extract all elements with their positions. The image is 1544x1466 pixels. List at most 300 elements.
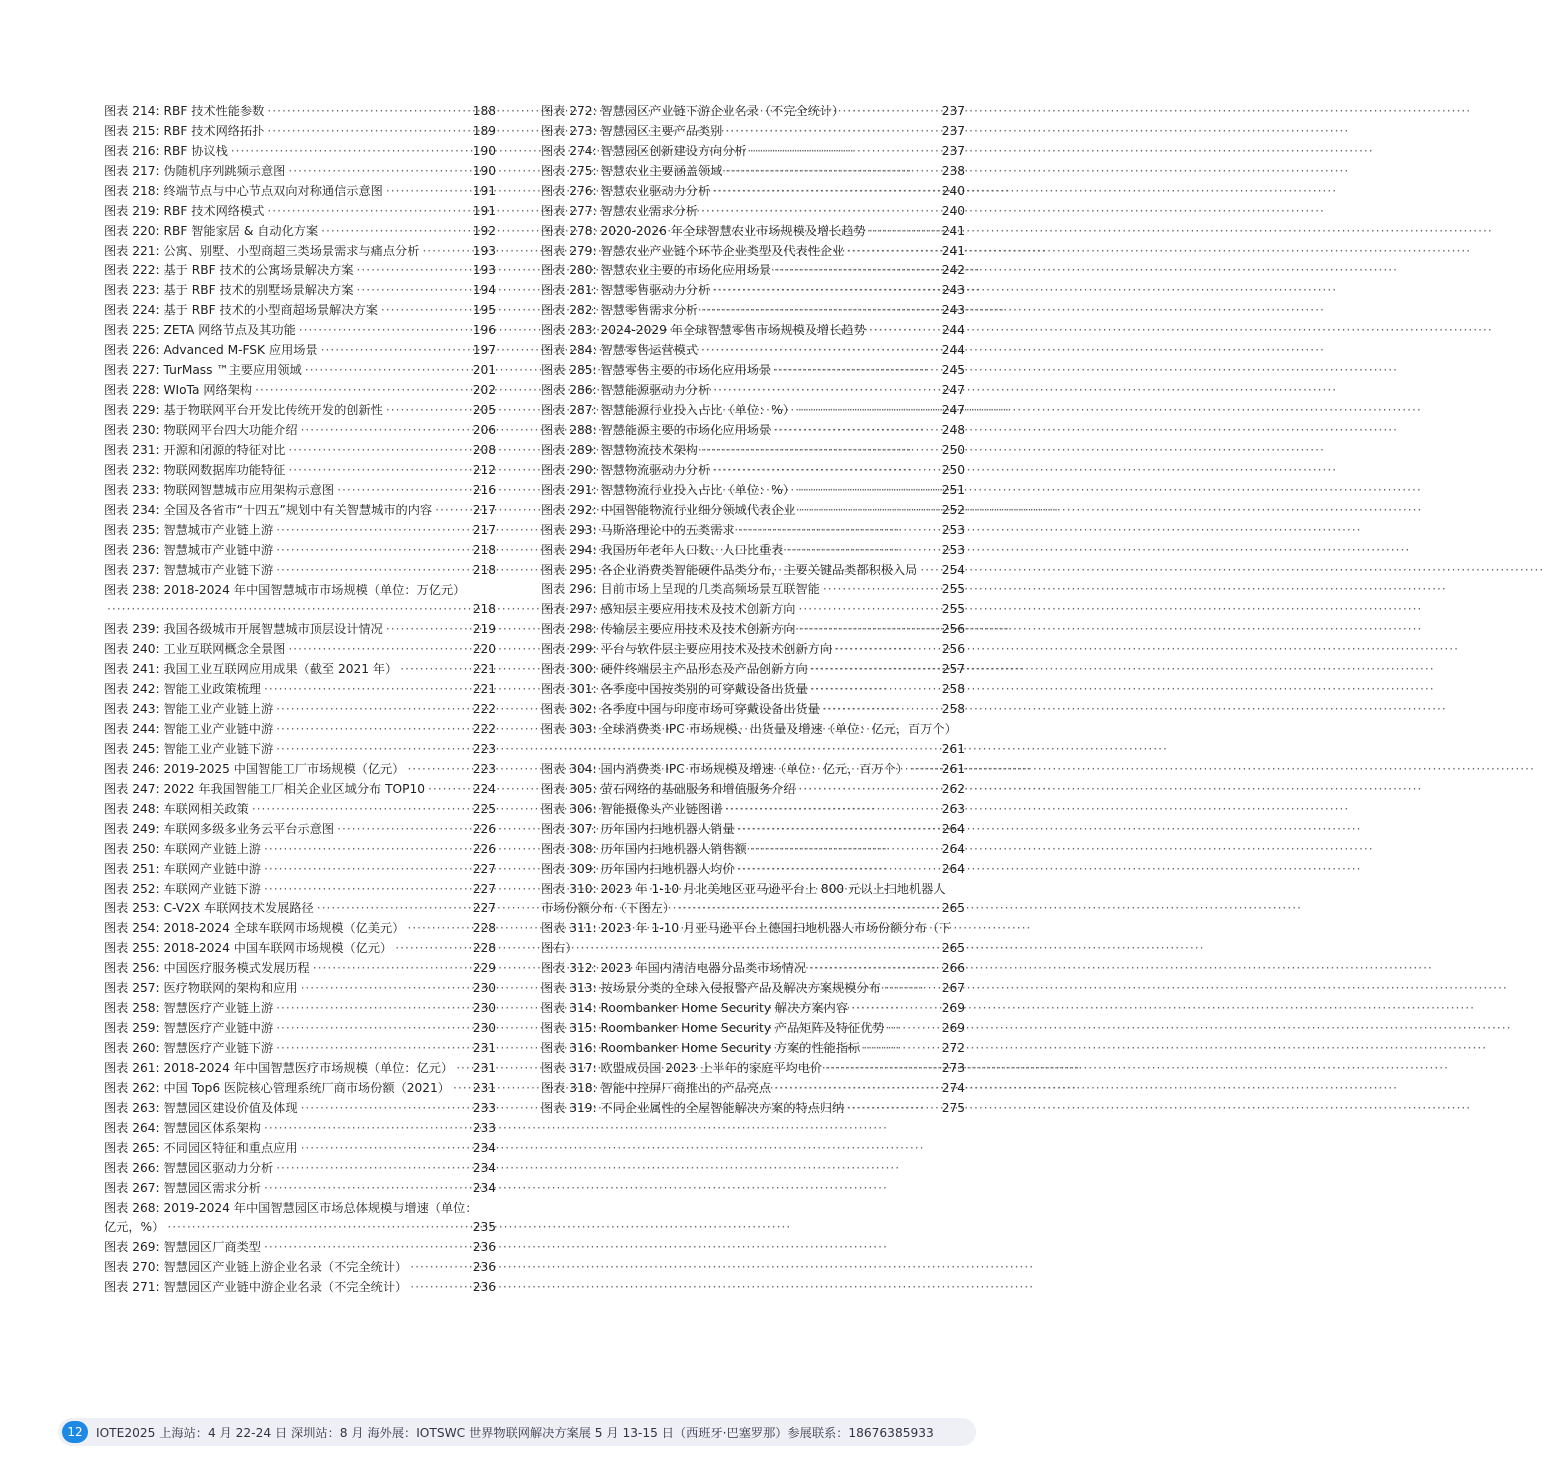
- page-number: 222: [472, 722, 496, 737]
- page-number: 255: [941, 582, 965, 597]
- footer-bar: [58, 1418, 976, 1446]
- leader-dots: [410, 1258, 469, 1278]
- toc-entry[interactable]: [541, 321, 965, 341]
- toc-entry[interactable]: [104, 640, 496, 660]
- toc-entry[interactable]: [104, 1139, 496, 1159]
- toc-entry[interactable]: [104, 381, 496, 401]
- toc-entry[interactable]: [104, 361, 496, 381]
- leader-dots: [809, 959, 939, 979]
- figure-title: 按场景分类的全球入侵报警产品及解决方案规模分布: [600, 981, 881, 996]
- figure-number: 图表 296:: [541, 582, 597, 597]
- figure-title: 终端节点与中心节点双向对称通信示意图: [163, 183, 383, 198]
- toc-entry[interactable]: [104, 680, 496, 700]
- toc-entry[interactable]: [541, 102, 965, 122]
- figure-title: 2019-2024 年中国智慧园区市场总体规模与增速（单位：: [163, 1200, 478, 1215]
- page-number: 189: [472, 123, 496, 138]
- toc-entry[interactable]: [104, 1179, 496, 1199]
- figure-title: 智能工业产业链中游: [163, 722, 274, 737]
- leader-dots: [713, 461, 939, 481]
- figure-title: 物联网数据库功能特征: [163, 462, 286, 477]
- leader-dots: [847, 1099, 938, 1119]
- figure-title: 医疗物联网的架构和应用: [163, 981, 298, 996]
- figure-number: 图表 230:: [104, 422, 160, 437]
- toc-left-column: [104, 102, 496, 1298]
- figure-number: 图表 306:: [541, 801, 597, 816]
- toc-entry[interactable]: [104, 142, 496, 162]
- toc-entry[interactable]: [104, 102, 496, 122]
- figure-title: 智慧物流行业投入占比（单位：%）: [600, 482, 795, 497]
- figure-number: 图表 267:: [104, 1180, 160, 1195]
- figure-number: 图表 236:: [104, 542, 160, 557]
- figure-title: 萤石网络的基础服务和增值服务介绍: [600, 781, 796, 796]
- leader-dots: [337, 820, 470, 840]
- toc-entry[interactable]: [541, 820, 965, 840]
- page-number: 218: [472, 602, 496, 617]
- toc-entry[interactable]: [541, 840, 965, 860]
- figure-number: 图表 254:: [104, 921, 160, 936]
- figure-number: 图表 291:: [541, 482, 597, 497]
- toc-entry[interactable]: [104, 919, 496, 939]
- page-number: 217: [472, 502, 496, 517]
- page-number: 197: [472, 343, 496, 358]
- figure-title: 智慧物流驱动力分析: [600, 462, 711, 477]
- leader-dots: [725, 122, 938, 142]
- page-number: 241: [941, 243, 965, 258]
- page-number: 218: [472, 542, 496, 557]
- figure-title: 智慧能源行业投入占比（单位：%）: [600, 403, 795, 418]
- leader-dots: [276, 1159, 470, 1179]
- figure-number: 图表 316:: [541, 1041, 597, 1056]
- toc-entry[interactable]: [104, 1159, 496, 1179]
- toc-entry[interactable]: [541, 860, 965, 880]
- toc-entry[interactable]: [541, 162, 965, 182]
- figure-title: RBF 技术网络模式: [163, 203, 265, 218]
- toc-entry[interactable]: [104, 321, 496, 341]
- page-number: 240: [941, 203, 965, 218]
- toc-entry[interactable]: [541, 640, 965, 660]
- figure-title: 车联网产业链上游: [163, 841, 261, 856]
- figure-number: 图表 315:: [541, 1021, 597, 1036]
- toc-entry[interactable]: [541, 999, 965, 1019]
- figure-title: 2023 年 1-10 月亚马逊平台上德国扫地机器人市场份额分布（下: [600, 921, 952, 936]
- figure-number: 图表 297:: [541, 602, 597, 617]
- page-number: 221: [472, 682, 496, 697]
- figure-title: 智慧农业需求分析: [600, 203, 698, 218]
- leader-dots: [811, 680, 939, 700]
- leader-dots: [456, 1059, 470, 1079]
- figure-title: 2018-2024 年中国智慧城市市场规模（单位：万亿元）: [163, 582, 466, 597]
- toc-entry[interactable]: [104, 939, 496, 959]
- toc-entry[interactable]: [541, 620, 965, 640]
- toc-entry[interactable]: [104, 700, 496, 720]
- leader-dots: [264, 680, 470, 700]
- toc-entry[interactable]: [104, 1039, 496, 1059]
- toc-entry[interactable]: [541, 1059, 965, 1079]
- figure-number: 图表 282:: [541, 303, 597, 318]
- toc-entry[interactable]: [104, 441, 496, 461]
- toc-entry[interactable]: [104, 281, 496, 301]
- toc-entry[interactable]: [104, 301, 496, 321]
- leader-dots: [911, 760, 939, 780]
- toc-entry[interactable]: [541, 1019, 965, 1039]
- figure-number: 图表 216:: [104, 143, 160, 158]
- page-number: 220: [472, 642, 496, 657]
- toc-entry[interactable]: [104, 660, 496, 680]
- toc-entry[interactable]: [541, 441, 965, 461]
- figure-title: WIoTa 网络架构: [163, 383, 253, 398]
- figure-title: 全球消费类 IPC 市场规模、出货量及增速（单位：亿元，百万个）: [600, 722, 957, 737]
- page-number: 264: [941, 821, 965, 836]
- page-number: 226: [472, 841, 496, 856]
- figure-number: 图表 293:: [541, 522, 597, 537]
- figure-number: 图表 255:: [104, 941, 160, 956]
- toc-entry[interactable]: [104, 760, 496, 780]
- leader-dots: [435, 501, 470, 521]
- leader-dots: [321, 222, 470, 242]
- toc-entry[interactable]: [104, 999, 496, 1019]
- toc-entry[interactable]: [104, 521, 496, 541]
- leader-dots: [453, 1079, 470, 1099]
- toc-entry[interactable]: [104, 122, 496, 142]
- figure-number: 图表 294:: [541, 542, 597, 557]
- figure-title: Roombanker Home Security 产品矩阵及特征优势: [600, 1021, 885, 1036]
- toc-entry[interactable]: [104, 979, 496, 999]
- page-number: 208: [472, 442, 496, 457]
- toc-entry[interactable]: [104, 860, 496, 880]
- figure-title: 马斯洛理论中的五类需求: [600, 522, 735, 537]
- leader-dots: [288, 461, 469, 481]
- toc-entry[interactable]: [104, 222, 496, 242]
- figure-title: 中国智能物流行业细分领域代表企业: [600, 502, 796, 517]
- leader-dots: [798, 481, 939, 501]
- leader-dots: [823, 700, 939, 720]
- figure-title: 智慧园区需求分析: [163, 1180, 261, 1195]
- page-number: 258: [941, 682, 965, 697]
- figure-number: 图表 318:: [541, 1080, 597, 1095]
- page-number: 264: [941, 861, 965, 876]
- page-number: 242: [941, 263, 965, 278]
- page-number: 192: [472, 223, 496, 238]
- figure-number: 图表 276:: [541, 183, 597, 198]
- figure-number: 图表 290:: [541, 462, 597, 477]
- figure-title: 智慧园区产业链下游企业名录（不完全统计）: [600, 103, 845, 118]
- figure-title: 智能工业产业链上游: [163, 702, 274, 717]
- toc-entry[interactable]: [104, 481, 496, 501]
- leader-dots: [701, 301, 939, 321]
- toc-entry[interactable]: [541, 421, 965, 441]
- figure-number: 图表 220:: [104, 223, 160, 238]
- toc-entry[interactable]: [541, 760, 965, 780]
- figure-title: 基于物联网平台开发比传统开发的创新性: [163, 403, 383, 418]
- toc-entry[interactable]: [541, 401, 965, 421]
- toc-entry[interactable]: [104, 1079, 496, 1099]
- figure-title: 开源和闭源的特征对比: [163, 442, 286, 457]
- leader-dots: [863, 1039, 938, 1059]
- figure-title: 智能工业产业链下游: [163, 741, 274, 756]
- figure-number: 图表 298:: [541, 622, 597, 637]
- toc-entry[interactable]: [541, 301, 965, 321]
- toc-entry[interactable]: [541, 1039, 965, 1059]
- figure-number: 图表 252:: [104, 881, 160, 896]
- toc-entry[interactable]: [104, 541, 496, 561]
- toc-entry[interactable]: [541, 880, 965, 920]
- page-number: 255: [941, 602, 965, 617]
- leader-dots: [738, 820, 939, 840]
- leader-dots: [288, 640, 469, 660]
- leader-dots: [301, 1099, 470, 1119]
- toc-entry[interactable]: [104, 720, 496, 740]
- leader-dots: [799, 600, 939, 620]
- figure-number: 图表 266:: [104, 1160, 160, 1175]
- leader-dots: [888, 1019, 939, 1039]
- toc-entry[interactable]: [104, 740, 496, 760]
- toc-entry[interactable]: [104, 202, 496, 222]
- toc-entry[interactable]: [104, 461, 496, 481]
- figure-number: 图表 226:: [104, 343, 160, 358]
- figure-title: 智慧园区创新建设方向分析: [600, 143, 747, 158]
- toc-entry[interactable]: [541, 481, 965, 501]
- figure-title: 智慧园区产业链上游企业名录（不完全统计）: [163, 1260, 408, 1275]
- leader-dots: [581, 939, 939, 959]
- figure-number: 图表 287:: [541, 403, 597, 418]
- figure-title: 基于 RBF 技术的小型商超场景解决方案: [163, 303, 378, 318]
- toc-entry[interactable]: [541, 600, 965, 620]
- toc-entry[interactable]: [541, 521, 965, 541]
- figure-title: 车联网多级多业务云平台示意图: [163, 821, 335, 836]
- figure-number: 图表 258:: [104, 1001, 160, 1016]
- figure-title-continued: 市场份额分布（下图左）: [541, 901, 676, 916]
- page-number: 245: [941, 363, 965, 378]
- page-number: 274: [941, 1080, 965, 1095]
- leader-dots: [357, 281, 470, 301]
- leader-dots: [167, 1218, 469, 1238]
- toc-entry[interactable]: [541, 122, 965, 142]
- toc-entry[interactable]: [104, 501, 496, 521]
- toc-entry[interactable]: [104, 1019, 496, 1039]
- figure-title: 各季度中国与印度市场可穿戴设备出货量: [600, 702, 820, 717]
- leader-dots: [701, 202, 939, 222]
- page-number: 236: [472, 1240, 496, 1255]
- page-number: 228: [472, 941, 496, 956]
- leader-dots: [428, 780, 470, 800]
- page-number: 194: [472, 283, 496, 298]
- figure-title: 2022 年我国智能工厂相关企业区域分布 TOP10: [163, 781, 425, 796]
- figure-number: 图表 219:: [104, 203, 160, 218]
- toc-entry[interactable]: [541, 979, 965, 999]
- toc-entry[interactable]: [541, 501, 965, 521]
- figure-number: 图表 292:: [541, 502, 597, 517]
- figure-title: 智慧能源主要的市场化应用场景: [600, 422, 772, 437]
- figure-number: 图表 289:: [541, 442, 597, 457]
- leader-dots: [276, 1039, 470, 1059]
- toc-entry[interactable]: [541, 919, 965, 959]
- toc-entry[interactable]: [541, 720, 965, 760]
- figure-title: 物联网平台四大功能介绍: [163, 422, 298, 437]
- figure-number: 图表 281:: [541, 283, 597, 298]
- toc-entry[interactable]: [104, 421, 496, 441]
- figure-number: 图表 234:: [104, 502, 160, 517]
- page-number: 256: [941, 642, 965, 657]
- toc-entry[interactable]: [541, 142, 965, 162]
- figure-number: 图表 283:: [541, 323, 597, 338]
- page-number: 248: [941, 422, 965, 437]
- toc-entry[interactable]: [104, 162, 496, 182]
- figure-title: 智慧零售运营模式: [600, 343, 698, 358]
- toc-entry[interactable]: [541, 381, 965, 401]
- figure-number: 图表 277:: [541, 203, 597, 218]
- toc-entry[interactable]: [541, 800, 965, 820]
- toc-entry[interactable]: [104, 900, 496, 920]
- leader-dots: [920, 561, 938, 581]
- page-number: 193: [472, 243, 496, 258]
- toc-entry[interactable]: [541, 182, 965, 202]
- leader-dots: [701, 341, 939, 361]
- toc-entry[interactable]: [104, 620, 496, 640]
- leader-dots: [386, 182, 470, 202]
- figure-number: 图表 303:: [541, 722, 597, 737]
- toc-entry[interactable]: [104, 840, 496, 860]
- figure-number: 图表 232:: [104, 462, 160, 477]
- figure-title: 历年国内扫地机器人均价: [600, 861, 735, 876]
- leader-dots: [798, 401, 939, 421]
- figure-title: 中国医疗服务模式发展历程: [163, 961, 310, 976]
- page-number: 265: [941, 901, 965, 916]
- toc-entry[interactable]: [541, 780, 965, 800]
- leader-dots: [276, 521, 470, 541]
- toc-entry[interactable]: [104, 1258, 496, 1278]
- page-number: 234: [472, 1160, 496, 1175]
- page-number: 243: [941, 303, 965, 318]
- toc-entry[interactable]: [541, 281, 965, 301]
- page-number: 201: [472, 363, 496, 378]
- toc-entry[interactable]: [104, 1059, 496, 1079]
- figure-number: 图表 264:: [104, 1120, 160, 1135]
- figure-number: 图表 240:: [104, 642, 160, 657]
- toc-entry[interactable]: [104, 242, 496, 262]
- leader-dots: [276, 700, 470, 720]
- leader-dots: [264, 880, 470, 900]
- toc-entry[interactable]: [541, 361, 965, 381]
- toc-entry[interactable]: [541, 222, 965, 242]
- page-number: 237: [941, 143, 965, 158]
- figure-title: 公寓、别墅、小型商超三类场景需求与痛点分析: [163, 243, 420, 258]
- page-number: 227: [472, 861, 496, 876]
- figure-title: 智慧园区厂商类型: [163, 1240, 261, 1255]
- page-number: 241: [941, 223, 965, 238]
- toc-entry[interactable]: [104, 880, 496, 900]
- toc-entry[interactable]: [541, 461, 965, 481]
- figure-number: 图表 228:: [104, 383, 160, 398]
- figure-title: 工业互联网概念全景图: [163, 642, 286, 657]
- figure-title: ZETA 网络节点及其功能: [163, 323, 296, 338]
- leader-dots: [544, 740, 939, 760]
- toc-entry[interactable]: [104, 581, 496, 621]
- toc-entry[interactable]: [541, 541, 965, 561]
- figure-title: 不同园区特征和重点应用: [163, 1140, 298, 1155]
- leader-dots: [847, 102, 938, 122]
- leader-dots: [422, 242, 469, 262]
- figure-number: 图表 262:: [104, 1080, 160, 1095]
- toc-entry[interactable]: [541, 561, 965, 581]
- page-number: 227: [472, 901, 496, 916]
- figure-number: 图表 260:: [104, 1041, 160, 1056]
- figure-number: 图表 235:: [104, 522, 160, 537]
- figure-title: 智慧零售主要的市场化应用场景: [600, 363, 772, 378]
- toc-entry[interactable]: [541, 581, 965, 601]
- leader-dots: [231, 142, 470, 162]
- toc-entry[interactable]: [541, 1099, 965, 1119]
- toc-entry[interactable]: [104, 1099, 496, 1119]
- leader-dots: [276, 541, 470, 561]
- toc-entry[interactable]: [104, 182, 496, 202]
- toc-entry[interactable]: [541, 202, 965, 222]
- figure-title: 智慧园区主要产品类别: [600, 123, 723, 138]
- figure-number: 图表 244:: [104, 722, 160, 737]
- leader-dots: [264, 1238, 470, 1258]
- toc-entry[interactable]: [541, 1079, 965, 1099]
- toc-entry[interactable]: [104, 1238, 496, 1258]
- leader-dots: [357, 261, 470, 281]
- figure-title: 平台与软件层主要应用技术及技术创新方向: [600, 642, 833, 657]
- toc-entry[interactable]: [104, 401, 496, 421]
- toc-entry[interactable]: [104, 800, 496, 820]
- figure-title: 智慧农业主要涵盖领域: [600, 163, 723, 178]
- figure-number: 图表 218:: [104, 183, 160, 198]
- page-number: 273: [941, 1060, 965, 1075]
- toc-entry[interactable]: [541, 262, 965, 282]
- page-number: 191: [472, 183, 496, 198]
- figure-number: 图表 302:: [541, 702, 597, 717]
- page-number: 233: [472, 1100, 496, 1115]
- toc-entry[interactable]: [104, 1199, 496, 1239]
- leader-dots: [264, 860, 470, 880]
- toc-right-column: [541, 102, 965, 1119]
- toc-entry[interactable]: [104, 1119, 496, 1139]
- figure-number: 图表 249:: [104, 821, 160, 836]
- toc-entry[interactable]: [541, 959, 965, 979]
- toc-entry[interactable]: [541, 700, 965, 720]
- leader-dots: [276, 740, 470, 760]
- page-number: 212: [472, 462, 496, 477]
- toc-entry[interactable]: [541, 680, 965, 700]
- toc-entry[interactable]: [104, 959, 496, 979]
- toc-entry[interactable]: [541, 242, 965, 262]
- page-number: 264: [941, 841, 965, 856]
- toc-entry[interactable]: [104, 820, 496, 840]
- page-number: 190: [472, 143, 496, 158]
- figure-title: 车联网产业链中游: [163, 861, 261, 876]
- figure-title: 2018-2024 全球车联网市场规模（亿美元）: [163, 921, 405, 936]
- toc-entry[interactable]: [104, 561, 496, 581]
- leader-dots: [313, 959, 470, 979]
- figure-title: 硬件终端层主产品形态及产品创新方向: [600, 662, 808, 677]
- toc-entry[interactable]: [541, 341, 965, 361]
- figure-title: 物联网智慧城市应用架构示意图: [163, 482, 335, 497]
- page-number: 225: [472, 801, 496, 816]
- figure-title: 各季度中国按类别的可穿戴设备出货量: [600, 682, 808, 697]
- leader-dots: [267, 202, 469, 222]
- toc-entry[interactable]: [104, 262, 496, 282]
- toc-entry[interactable]: [104, 341, 496, 361]
- toc-entry[interactable]: [541, 660, 965, 680]
- toc-entry[interactable]: [104, 780, 496, 800]
- figure-number: 图表 242:: [104, 682, 160, 697]
- figure-number: 图表 313:: [541, 981, 597, 996]
- leader-dots: [851, 999, 939, 1019]
- toc-entry[interactable]: [104, 1278, 496, 1298]
- figure-number: 图表 222:: [104, 263, 160, 278]
- page-number: 231: [472, 1060, 496, 1075]
